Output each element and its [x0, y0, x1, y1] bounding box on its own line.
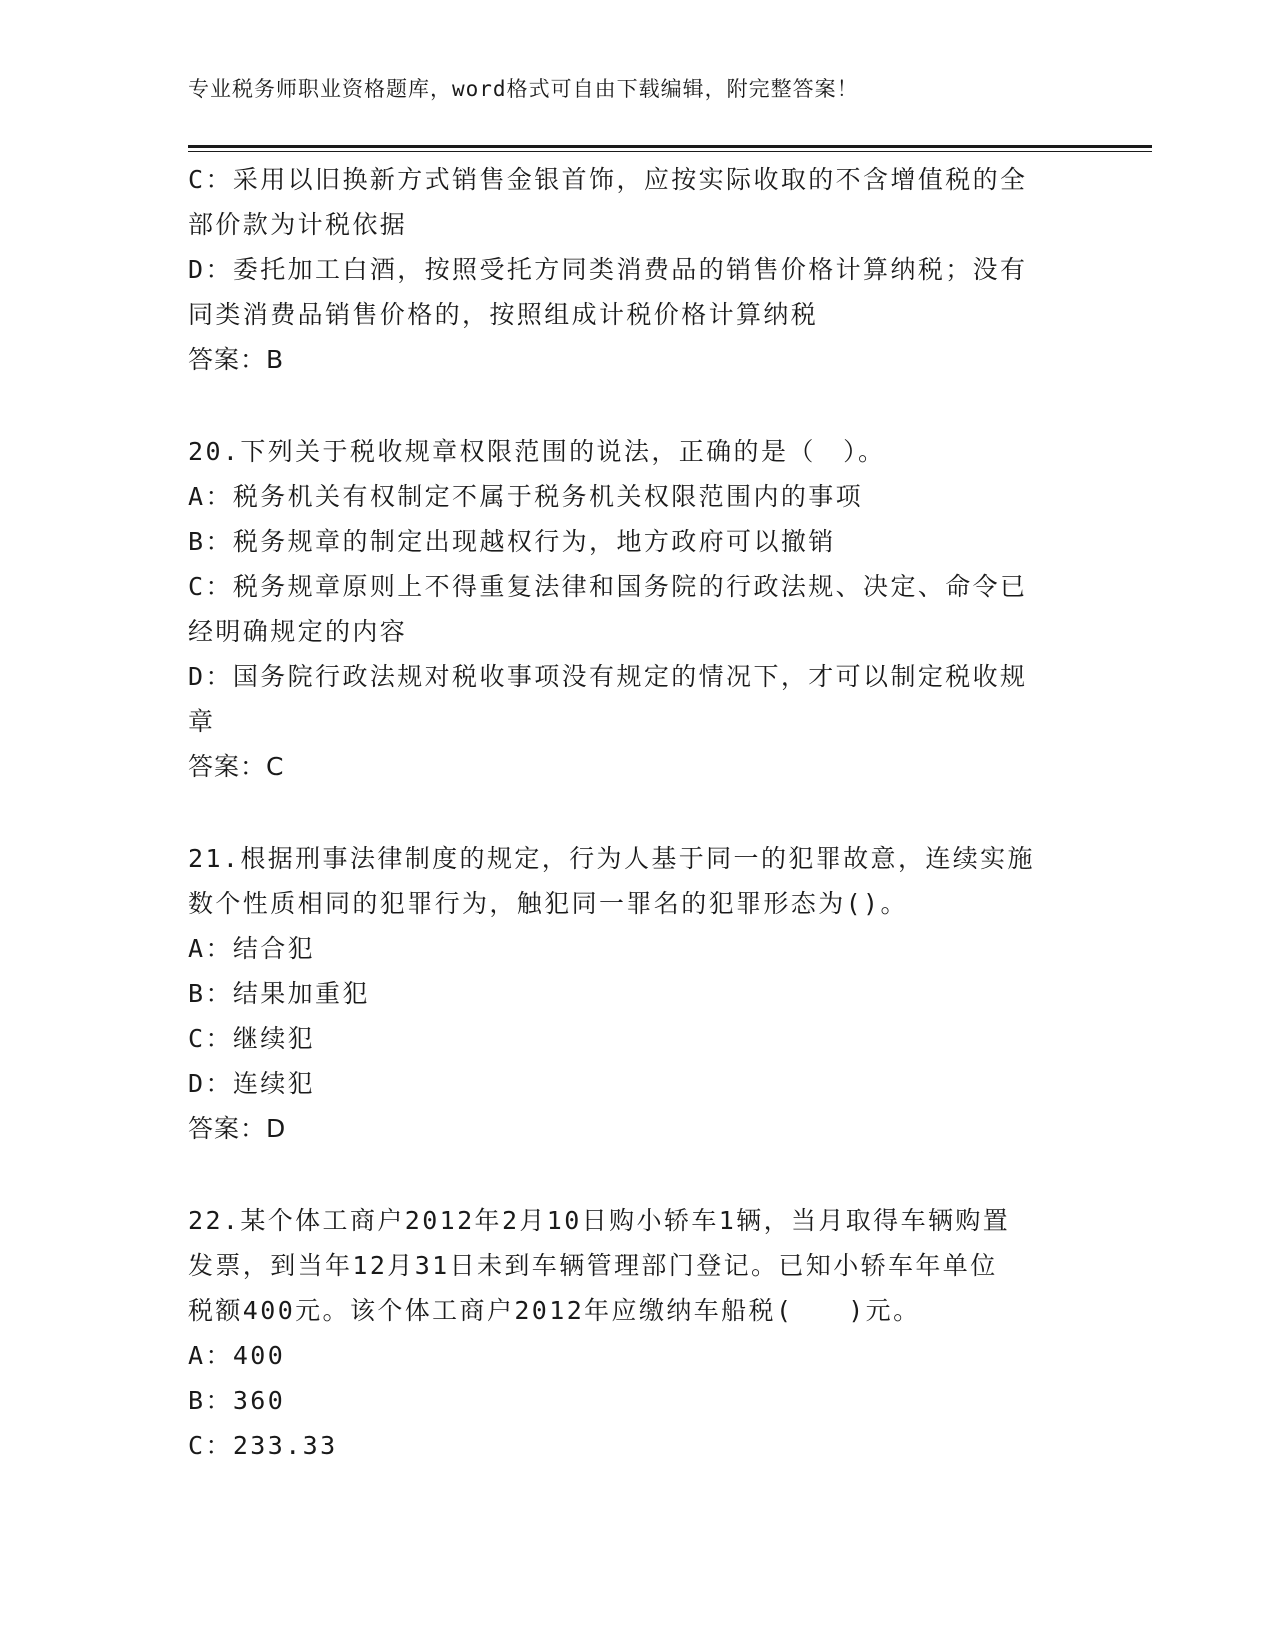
option-d: D：连续犯	[188, 1069, 316, 1098]
option-b: B：结果加重犯	[188, 979, 370, 1008]
answer-20: 答案：C	[188, 752, 285, 781]
header-rule-thin	[188, 151, 1152, 152]
option-c-line-2: 部价款为计税依据	[188, 210, 408, 239]
option-a: A：结合犯	[188, 934, 316, 963]
question-21-stem-line-1: 21.根据刑事法律制度的规定，行为人基于同一的犯罪故意，连续实施	[188, 844, 1035, 873]
spacer	[188, 789, 1088, 836]
option-d-line-1: D：国务院行政法规对税收事项没有规定的情况下，才可以制定税收规	[188, 662, 1028, 691]
option-c-line-2: 经明确规定的内容	[188, 617, 408, 646]
question-22	[188, 1198, 1088, 1468]
option-d-line-2: 同类消费品销售价格的，按照组成计税价格计算纳税	[188, 300, 819, 329]
page-header: 专业税务师职业资格题库，word格式可自由下载编辑，附完整答案！	[188, 77, 859, 101]
spacer	[188, 1151, 1088, 1198]
option-d-line-2: 章	[188, 707, 216, 736]
question-22-stem-line-2: 发票，到当年12月31日未到车辆管理部门登记。已知小轿车年单位	[188, 1251, 998, 1280]
question-20-stem: 20.下列关于税收规章权限范围的说法，正确的是（ ）。	[188, 437, 886, 466]
question-20	[188, 429, 1088, 789]
answer-19: 答案：B	[188, 345, 285, 374]
answer-21: 答案：D	[188, 1114, 287, 1143]
question-22-stem-line-3: 税额400元。该个体工商户2012年应缴纳车船税( )元。	[188, 1296, 921, 1325]
option-c: C：继续犯	[188, 1024, 316, 1053]
option-b: B：360	[188, 1386, 286, 1415]
question-21	[188, 836, 1088, 1151]
option-b: B：税务规章的制定出现越权行为，地方政府可以撤销	[188, 527, 836, 556]
option-a: A：税务机关有权制定不属于税务机关权限范围内的事项	[188, 482, 864, 511]
question-21-stem-line-2: 数个性质相同的犯罪行为，触犯同一罪名的犯罪形态为()。	[188, 889, 908, 918]
spacer	[188, 382, 1088, 429]
option-c: C：233.33	[188, 1431, 338, 1460]
document-body	[188, 157, 1088, 1468]
option-c-line-1: C：采用以旧换新方式销售金银首饰，应按实际收取的不含增值税的全	[188, 165, 1028, 194]
header-rule-thick	[188, 145, 1152, 148]
option-a: A：400	[188, 1341, 286, 1370]
question-22-stem-line-1: 22.某个体工商户2012年2月10日购小轿车1辆，当月取得车辆购置	[188, 1206, 1011, 1235]
option-d-line-1: D：委托加工白酒，按照受托方同类消费品的销售价格计算纳税；没有	[188, 255, 1028, 284]
option-c-line-1: C：税务规章原则上不得重复法律和国务院的行政法规、决定、命令已	[188, 572, 1028, 601]
question-19-tail	[188, 157, 1088, 382]
